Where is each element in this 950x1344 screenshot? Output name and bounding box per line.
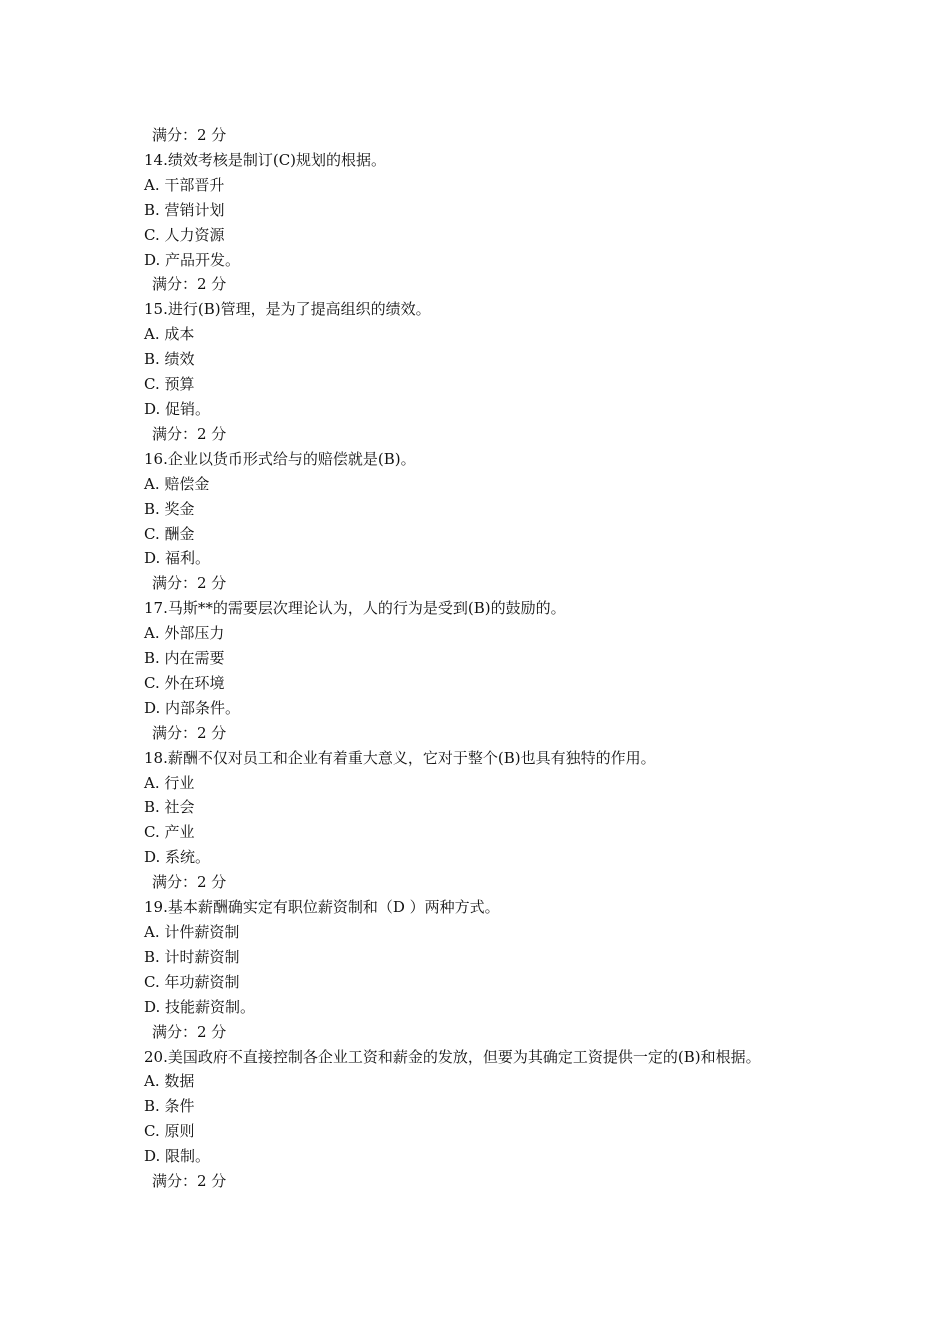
answer-option: C. 产业 bbox=[144, 823, 195, 842]
question-block bbox=[144, 447, 824, 596]
answer-option: B. 计时薪资制 bbox=[144, 947, 240, 966]
answer-option: B. 奖金 bbox=[144, 499, 195, 518]
question-stem: 20.美国政府不直接控制各企业工资和薪金的发放，但要为其确定工资提供一定的(B)和根据。 bbox=[144, 1047, 761, 1066]
answer-option: B. 条件 bbox=[144, 1097, 195, 1116]
question-stem: 16.企业以货币形式给与的赔偿就是(B)。 bbox=[144, 449, 416, 468]
question-stem: 14.绩效考核是制订(C)规划的根据。 bbox=[144, 150, 387, 169]
question-stem: 15.进行(B)管理，是为了提高组织的绩效。 bbox=[144, 300, 431, 319]
answer-option: C. 原则 bbox=[144, 1122, 195, 1141]
question-stem: 17.马斯**的需要层次理论认为，人的行为是受到(B)的鼓励的。 bbox=[144, 599, 566, 618]
answer-option: D. 产品开发。 bbox=[144, 250, 241, 269]
answer-option: D. 促销。 bbox=[144, 399, 211, 418]
question-block bbox=[144, 895, 824, 1044]
question-stem: 19.基本薪酬确实定有职位薪资制和（D ）两种方式。 bbox=[144, 898, 500, 917]
answer-option: D. 限制。 bbox=[144, 1147, 211, 1166]
answer-option: B. 社会 bbox=[144, 798, 195, 817]
answer-option: A. 行业 bbox=[144, 773, 195, 792]
question-block bbox=[144, 746, 824, 895]
score-line: 满分：2 分 bbox=[152, 275, 227, 294]
answer-option: A. 外部压力 bbox=[144, 624, 225, 643]
answer-option: C. 年功薪资制 bbox=[144, 972, 240, 991]
answer-option: D. 技能薪资制。 bbox=[144, 997, 256, 1016]
question-block bbox=[144, 297, 824, 446]
answer-option: A. 赔偿金 bbox=[144, 474, 210, 493]
answer-option: C. 外在环境 bbox=[144, 673, 225, 692]
score-line: 满分：2 分 bbox=[152, 723, 227, 742]
score-line: 满分：2 分 bbox=[152, 574, 227, 593]
score-line: 满分：2 分 bbox=[152, 126, 227, 144]
question-list bbox=[144, 148, 824, 1194]
answer-option: A. 干部晋升 bbox=[144, 175, 225, 194]
answer-option: D. 内部条件。 bbox=[144, 698, 241, 717]
answer-option: D. 福利。 bbox=[144, 549, 211, 568]
question-stem: 18.薪酬不仅对员工和企业有着重大意义，它对于整个(B)也具有独特的作用。 bbox=[144, 748, 656, 767]
question-block bbox=[144, 148, 824, 297]
document-body bbox=[144, 123, 824, 1194]
score-line: 满分：2 分 bbox=[152, 424, 227, 443]
answer-option: C. 预算 bbox=[144, 375, 195, 394]
answer-option: A. 成本 bbox=[144, 325, 195, 344]
question-block bbox=[144, 596, 824, 745]
answer-option: B. 绩效 bbox=[144, 350, 195, 369]
answer-option: D. 系统。 bbox=[144, 848, 211, 867]
answer-option: A. 计件薪资制 bbox=[144, 923, 240, 941]
answer-option: B. 营销计划 bbox=[144, 200, 225, 219]
answer-option: A. 数据 bbox=[144, 1072, 195, 1091]
score-line: 满分：2 分 bbox=[152, 1022, 227, 1041]
score-line: 满分：2 分 bbox=[152, 873, 227, 892]
score-line: 满分：2 分 bbox=[152, 1172, 227, 1191]
question-block bbox=[144, 1045, 824, 1194]
answer-option: C. 人力资源 bbox=[144, 225, 225, 244]
answer-option: C. 酬金 bbox=[144, 524, 195, 543]
answer-option: B. 内在需要 bbox=[144, 649, 225, 668]
